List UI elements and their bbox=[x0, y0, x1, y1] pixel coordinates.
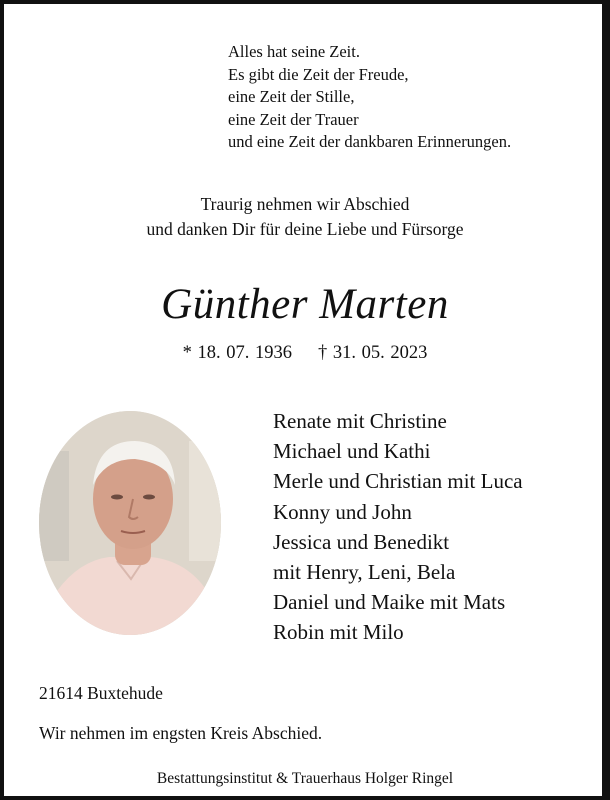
location: 21614 Buxtehude bbox=[39, 683, 163, 703]
intro-line-1: Traurig nehmen wir Abschied bbox=[200, 194, 410, 214]
death-date: † 31. 05. 2023 bbox=[318, 343, 428, 363]
poem-line: eine Zeit der Trauer bbox=[228, 109, 359, 129]
intro-line-2: und danken Dir für deine Liebe und Fürsorge bbox=[146, 219, 464, 239]
list-item: Jessica und Benedikt bbox=[273, 529, 450, 554]
list-item: mit Henry, Leni, Bela bbox=[273, 560, 456, 585]
life-dates bbox=[4, 343, 606, 364]
list-item: Konny und John bbox=[273, 499, 412, 524]
list-item: Robin mit Milo bbox=[273, 620, 404, 645]
poem-line: Es gibt die Zeit der Freude, bbox=[228, 64, 409, 84]
portrait-photo-icon bbox=[39, 411, 221, 635]
list-item: Merle und Christian mit Luca bbox=[273, 469, 523, 494]
list-item: Daniel und Maike mit Mats bbox=[273, 590, 506, 615]
list-item: Renate mit Christine bbox=[273, 409, 447, 433]
poem-line: und eine Zeit der dankbaren Erinnerungen. bbox=[228, 132, 512, 151]
obituary-card bbox=[4, 4, 602, 796]
poem bbox=[228, 41, 511, 154]
deceased-name: Günther Marten bbox=[161, 281, 449, 328]
mourners-list bbox=[273, 406, 523, 648]
birth-date: * 18. 07. 1936 bbox=[182, 343, 292, 363]
funeral-notice: Wir nehmen im engsten Kreis Abschied. bbox=[39, 723, 323, 743]
intro-text bbox=[4, 192, 606, 242]
list-item: Michael und Kathi bbox=[273, 439, 431, 464]
undertaker-credit: Bestattungsinstitut & Trauerhaus Holger Ringel bbox=[156, 770, 454, 787]
poem-line: eine Zeit der Stille, bbox=[228, 87, 355, 106]
poem-line: Alles hat seine Zeit. bbox=[228, 42, 360, 61]
